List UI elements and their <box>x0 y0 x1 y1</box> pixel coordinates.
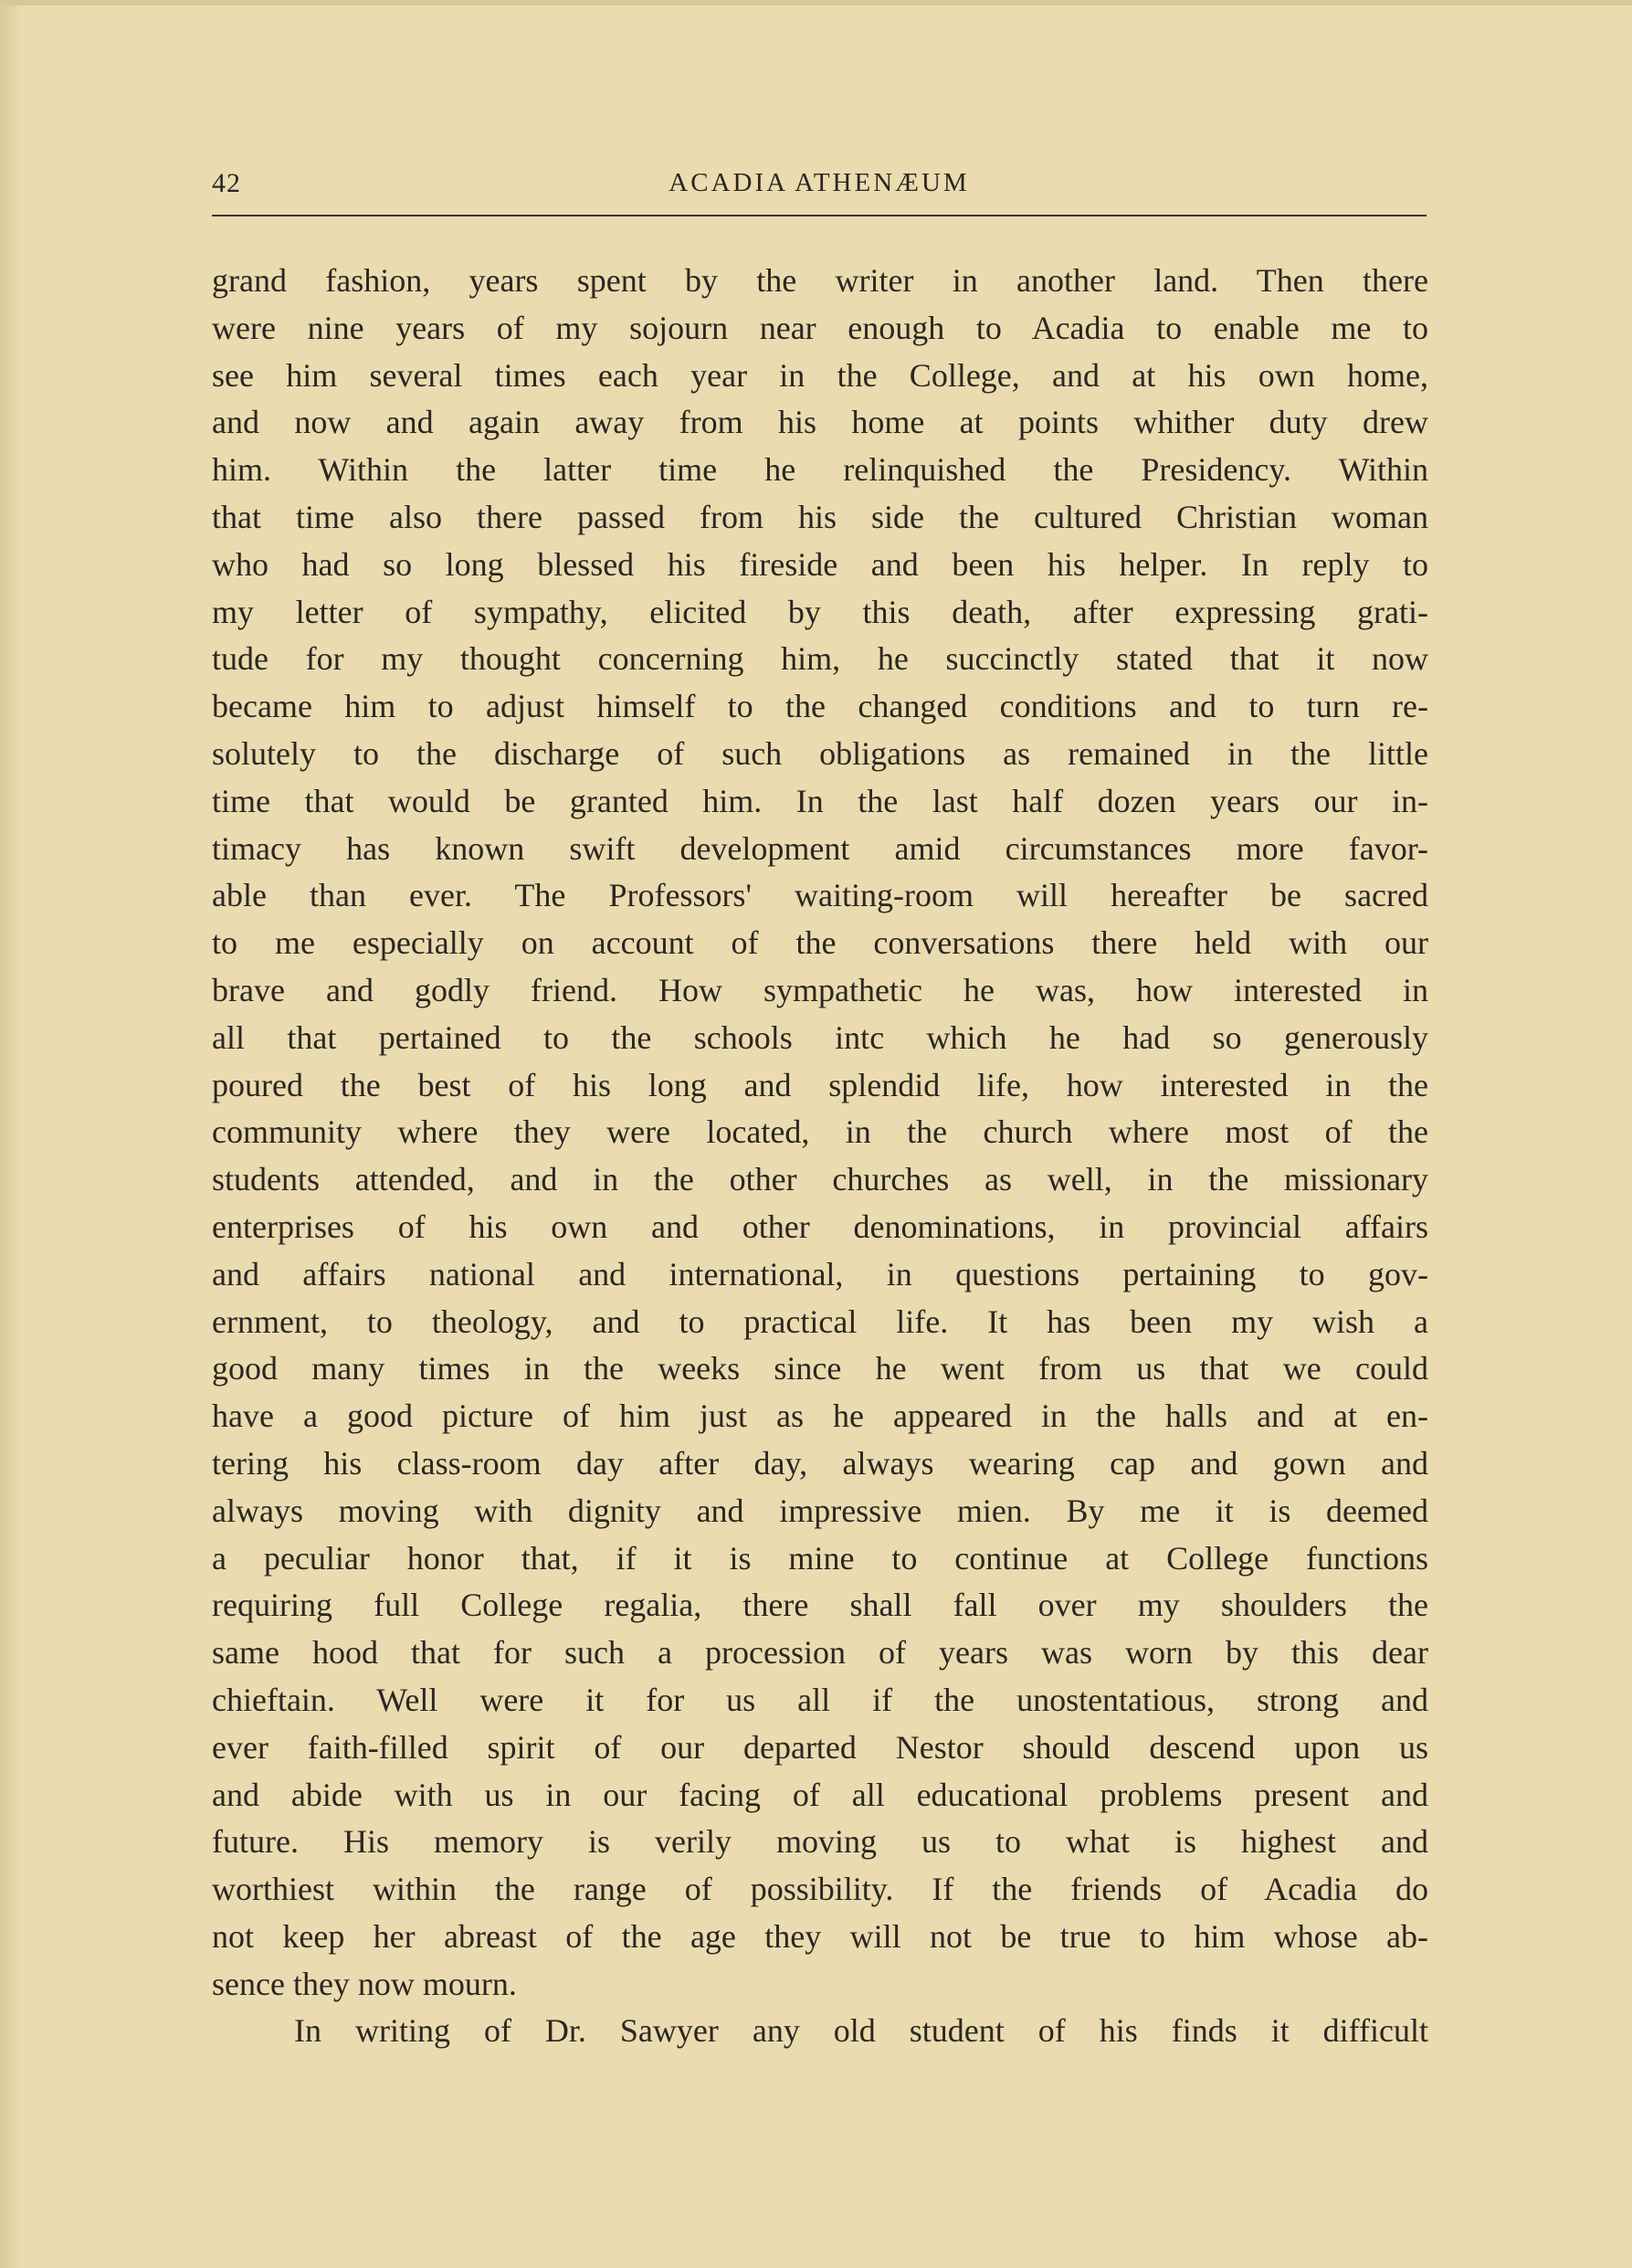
text-line: good many times in the weeks since he went from us that we could <box>212 1350 1428 1387</box>
text-line: future. His memory is verily moving us to what is highest and <box>212 1823 1428 1861</box>
text-line: my letter of sympathy, elicited by this death, after expressing grati- <box>212 593 1428 630</box>
text-line: to me especially on account of the conversations there held with our <box>212 924 1428 962</box>
page-edge-shadow <box>0 0 22 2268</box>
text-line: and now and again away from his home at points whither duty drew <box>212 404 1428 441</box>
text-line: a peculiar honor that, if it is mine to continue at College functions <box>212 1539 1428 1577</box>
text-line: brave and godly friend. How sympathetic he was, how interested in <box>212 971 1428 1008</box>
text-line: tude for my thought concerning him, he succinctly stated that it now <box>212 640 1428 678</box>
text-line: all that pertained to the schools intc which he had so generously <box>212 1018 1428 1056</box>
text-line: always moving with dignity and impressive mien. By me it is deemed <box>212 1492 1428 1529</box>
paragraph-last-line: sence they now mourn. <box>212 1965 517 2002</box>
page-top-edge <box>0 0 1632 5</box>
text-line: worthiest within the range of possibility. If the friends of Acadia do <box>212 1871 1428 1908</box>
text-line: chieftain. Well were it for us all if the unostentatious, strong and <box>212 1681 1428 1718</box>
text-line: students attended, and in the other churches as well, in the missionary <box>212 1161 1428 1198</box>
text-line: who had so long blessed his fireside and been his helper. In reply to <box>212 545 1428 583</box>
text-line: were nine years of my sojourn near enough to Acadia to enable me to <box>212 309 1428 346</box>
text-line: community where they were located, in the church where most of the <box>212 1113 1428 1151</box>
text-line: tering his class-room day after day, always wearing cap and gown and <box>212 1444 1428 1482</box>
text-line: requiring full College regalia, there shall fall over my shoulders the <box>212 1587 1428 1624</box>
body-text <box>212 258 1428 2055</box>
text-line: able than ever. The Professors' waiting-room will hereafter be sacred <box>212 877 1428 914</box>
text-line: solutely to the discharge of such obligations as remained in the little <box>212 734 1428 772</box>
text-line: and abide with us in our facing of all educational problems present and <box>212 1776 1428 1813</box>
text-line: him. Within the latter time he relinquished the Presidency. Within <box>212 451 1428 489</box>
text-line: have a good picture of him just as he appeared in the halls and at en- <box>212 1398 1428 1435</box>
page-header <box>212 168 1427 205</box>
page-number: 42 <box>212 168 241 198</box>
header-rule <box>212 215 1427 216</box>
text-line: grand fashion, years spent by the writer in another land. Then there <box>212 262 1428 299</box>
text-line: timacy has known swift development amid circumstances more favor- <box>212 829 1428 867</box>
text-line: became him to adjust himself to the changed conditions and to turn re- <box>212 688 1428 725</box>
text-line: see him several times each year in the College, and at his own home, <box>212 356 1428 394</box>
text-line: not keep her abreast of the age they will not be true to him whose ab- <box>212 1917 1428 1955</box>
text-line: and affairs national and international, in questions pertaining to gov- <box>212 1255 1428 1292</box>
text-line: that time also there passed from his side the cultured Christian woman <box>212 498 1428 535</box>
text-line: ernment, to theology, and to practical life. It has been my wish a <box>212 1303 1428 1340</box>
text-line: time that would be granted him. In the last half dozen years our in- <box>212 782 1428 819</box>
text-line: same hood that for such a procession of years was worn by this dear <box>212 1634 1428 1672</box>
text-line: enterprises of his own and other denominations, in provincial affairs <box>212 1208 1428 1245</box>
text-line: poured the best of his long and splendid life, how interested in the <box>212 1066 1428 1103</box>
text-line: ever faith-filled spirit of our departed Nestor should descend upon us <box>212 1728 1428 1766</box>
running-head: ACADIA ATHENÆUM <box>669 168 970 197</box>
paragraph-first-line: In writing of Dr. Sawyer any old student of his finds it difficult <box>294 2012 1428 2050</box>
